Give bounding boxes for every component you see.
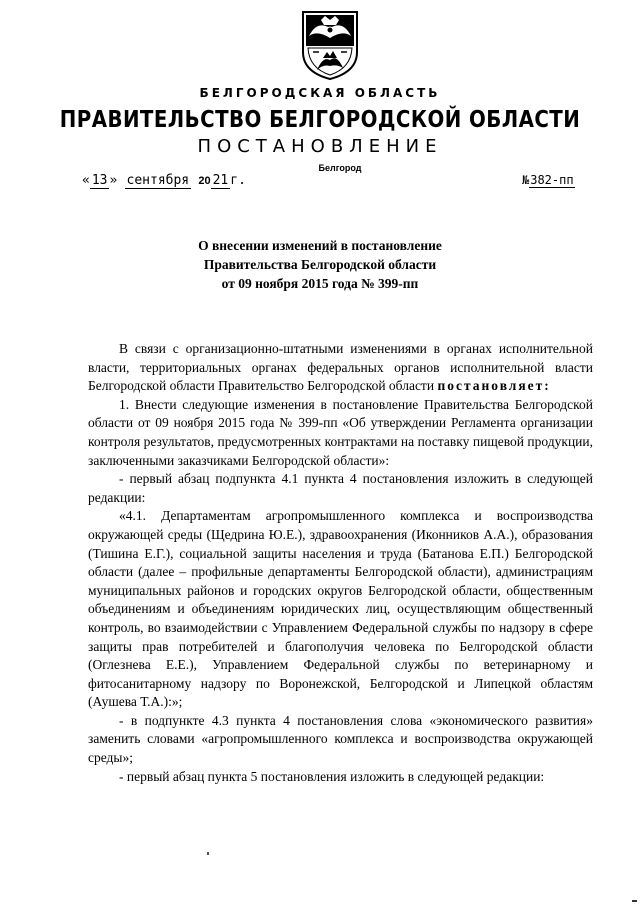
decree-number-value: 382-пп bbox=[530, 173, 574, 187]
date-day: 13 bbox=[91, 173, 108, 188]
title-line-2: Правительства Белгородской области bbox=[203, 257, 437, 272]
scan-speck bbox=[207, 852, 209, 855]
paragraph-amendment-3: - первый абзац пункта 5 постановления изложить в следующей редакции: bbox=[119, 768, 545, 784]
title-line-3: от 09 ноября 2015 года № 399-пп bbox=[221, 276, 419, 291]
city-label: Белгород bbox=[318, 163, 362, 173]
paragraph-preamble: В связи с организационно-штатными изменениями в органах исполнительной власти, территориальных органах федеральных органов исполнительной власти Белгородской области Правительство Белгородской области постановляет: bbox=[88, 341, 593, 394]
date-year-prefix: 20 bbox=[198, 175, 211, 187]
paragraph-amendment-2: - в подпункте 4.3 пункта 4 постановления слова «экономического развития» заменить словами «агропромышленного комплекса и воспроизводства окружающей среды»; bbox=[88, 712, 593, 766]
document-body bbox=[88, 340, 593, 786]
paragraph-amendment-1: - первый абзац подпункта 4.1 пункта 4 постановления изложить в следующей редакции: bbox=[88, 471, 593, 505]
government-heading: ПРАВИТЕЛЬСТВО БЕЛГОРОДСКОЙ ОБЛАСТИ bbox=[59, 107, 581, 133]
paragraph-item-1: 1. Внести следующие изменения в постановление Правительства Белгородской области от 09 ноября 2015 года № 399-пп «Об утверждении Регламента организации контроля результатов, предусмотренных контрактами на поставку пищевой продукции, заключенными заказчиками Белгородской области»: bbox=[88, 396, 593, 468]
region-heading: БЕЛГОРОДСКАЯ ОБЛАСТЬ bbox=[199, 86, 441, 100]
resolves-word: постановляет: bbox=[437, 378, 551, 394]
title-line-1: О внесении изменений в постановление bbox=[198, 238, 442, 253]
decree-number: №382-пп bbox=[522, 173, 574, 187]
document-type-heading: ПОСТАНОВЛЕНИЕ bbox=[197, 136, 443, 157]
decree-date: « 13 » сентября 20 21 г. bbox=[82, 173, 246, 188]
date-year-suffix: 21 bbox=[212, 173, 229, 188]
document-title bbox=[0, 236, 640, 293]
date-month: сентября bbox=[126, 173, 190, 188]
paragraph-new-text-4-1: «4.1. Департаментам агропромышленного комплекса и воспроизводства окружающей среды (Щедрина Ю.Е.), здравоохранения (Иконников А.А.), образования (Тишина Е.Г.), социальной защиты населения и труда (Батанова Е.П.) Белгородской области (далее – профильные департаменты Белгородской области), администрациям муниципальных районов и городских округов Белгородской области, общественным объединениям и объединениям юридических лиц, осуществляющим общественный контроль, во взаимодействии с Управлением Федеральной службы по надзору в сфере защиты прав потребителей и благополучия человека по Белгородской области (Оглезнева Е.Е.), Управлением Федеральной службы по ветеринарному и фитосанитарному надзору по Воронежской, Белгородской и Липецкой областям (Аушева Т.А.):»; bbox=[88, 508, 593, 710]
scan-speck bbox=[632, 900, 637, 902]
coat-of-arms-icon bbox=[299, 8, 361, 82]
